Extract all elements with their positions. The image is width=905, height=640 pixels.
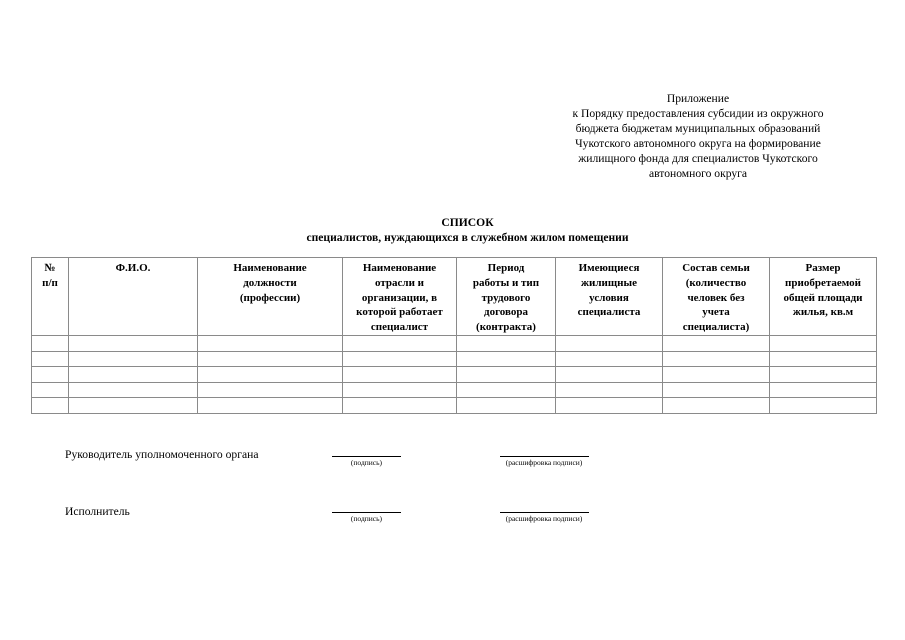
table-cell[interactable] xyxy=(198,382,343,398)
table-header-row xyxy=(32,258,877,336)
table-cell[interactable] xyxy=(198,398,343,414)
appendix-line: автономного округа xyxy=(648,166,748,180)
column-header-area: Размер приобретаемой общей площади жилья, кв.м xyxy=(770,258,877,336)
executor-decoding-line[interactable] xyxy=(500,512,589,513)
document-subtitle: специалистов, нуждающихся в служебном жилом помещении xyxy=(306,231,629,244)
table-cell[interactable] xyxy=(343,367,457,383)
table-cell[interactable] xyxy=(343,382,457,398)
document-title: СПИСОК xyxy=(441,216,494,229)
table-cell[interactable] xyxy=(343,398,457,414)
table-row xyxy=(32,382,877,398)
column-header-family: Состав семьи (количество человек без учета специалиста) xyxy=(663,258,770,336)
head-decoding-line[interactable] xyxy=(500,456,589,457)
table-cell[interactable] xyxy=(770,398,877,414)
column-header-number: № п/п xyxy=(32,258,69,336)
table-cell[interactable] xyxy=(343,351,457,367)
table-cell[interactable] xyxy=(32,398,69,414)
table-cell[interactable] xyxy=(663,336,770,352)
executor-signature-label: Исполнитель xyxy=(65,505,130,518)
table-cell[interactable] xyxy=(770,382,877,398)
table-cell[interactable] xyxy=(198,336,343,352)
head-signature-label: Руководитель уполномоченного органа xyxy=(65,448,259,461)
column-header-work-period: Период работы и тип трудового договора (контракта) xyxy=(457,258,556,336)
table-cell[interactable] xyxy=(343,336,457,352)
table-row xyxy=(32,336,877,352)
table-row xyxy=(32,367,877,383)
table-row xyxy=(32,398,877,414)
appendix-line: к Порядку предоставления субсидии из окружного xyxy=(572,106,824,120)
specialists-table xyxy=(31,257,877,414)
table-row xyxy=(32,351,877,367)
table-cell[interactable] xyxy=(69,398,198,414)
executor-signature-line[interactable] xyxy=(332,512,401,513)
column-header-position: Наименование должности (профессии) xyxy=(198,258,343,336)
table-cell[interactable] xyxy=(32,382,69,398)
appendix-line: бюджета бюджетам муниципальных образований xyxy=(575,121,821,135)
table-body xyxy=(32,336,877,414)
table-cell[interactable] xyxy=(457,398,556,414)
table-cell[interactable] xyxy=(32,336,69,352)
table-cell[interactable] xyxy=(770,336,877,352)
appendix-line: Приложение xyxy=(666,92,730,105)
table-cell[interactable] xyxy=(457,367,556,383)
table-cell[interactable] xyxy=(556,382,663,398)
table-cell[interactable] xyxy=(556,367,663,383)
appendix-line: Чукотского автономного округа на формирование xyxy=(575,136,821,150)
table-cell[interactable] xyxy=(663,351,770,367)
column-header-housing-conditions: Имеющиеся жилищные условия специалиста xyxy=(556,258,663,336)
table-cell[interactable] xyxy=(663,367,770,383)
table-cell[interactable] xyxy=(457,382,556,398)
table-cell[interactable] xyxy=(556,398,663,414)
table-cell[interactable] xyxy=(69,382,198,398)
table-cell[interactable] xyxy=(556,351,663,367)
head-signature-line[interactable] xyxy=(332,456,401,457)
table-cell[interactable] xyxy=(457,351,556,367)
head-decoding-caption: (расшифровка подписи) xyxy=(505,458,583,467)
table-cell[interactable] xyxy=(69,336,198,352)
appendix-block xyxy=(540,92,856,181)
column-header-full-name: Ф.И.О. xyxy=(69,258,198,336)
executor-signature-caption: (подпись) xyxy=(350,514,383,523)
table-cell[interactable] xyxy=(770,351,877,367)
table-cell[interactable] xyxy=(770,367,877,383)
column-header-organization: Наименование отрасли и организации, в которой работает специалист xyxy=(343,258,457,336)
table-cell[interactable] xyxy=(198,351,343,367)
table-cell[interactable] xyxy=(457,336,556,352)
table-cell[interactable] xyxy=(32,367,69,383)
table-cell[interactable] xyxy=(69,351,198,367)
table-cell[interactable] xyxy=(663,382,770,398)
appendix-line: жилищного фонда для специалистов Чукотского xyxy=(578,151,818,165)
table-cell[interactable] xyxy=(663,398,770,414)
table-cell[interactable] xyxy=(69,367,198,383)
table-cell[interactable] xyxy=(198,367,343,383)
table-cell[interactable] xyxy=(32,351,69,367)
executor-decoding-caption: (расшифровка подписи) xyxy=(505,514,583,523)
head-signature-caption: (подпись) xyxy=(350,458,383,467)
table-cell[interactable] xyxy=(556,336,663,352)
